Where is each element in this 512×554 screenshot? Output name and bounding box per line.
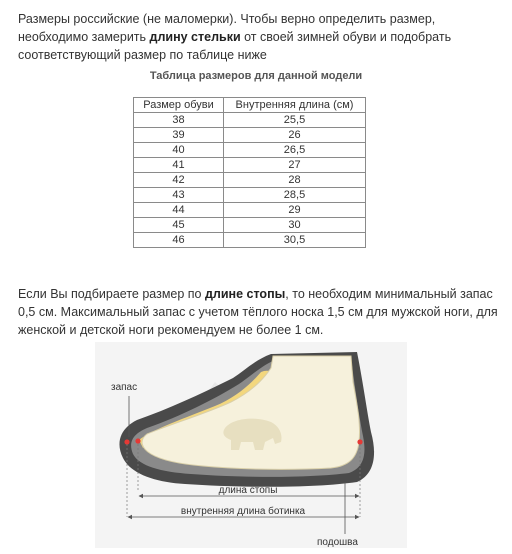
table-row <box>134 233 366 248</box>
table-row <box>134 128 366 143</box>
cell-length: 26 <box>224 128 366 143</box>
cell-size: 46 <box>134 233 224 248</box>
table-header-row <box>134 98 366 113</box>
intro-part2: от своей зимней обуви и подобрать соответствующий размер по таблице ниже <box>18 30 452 62</box>
heel-marker <box>357 439 362 444</box>
cell-size: 43 <box>134 188 224 203</box>
header-size: Размер обуви <box>134 98 224 113</box>
size-table <box>133 97 366 248</box>
cell-size: 40 <box>134 143 224 158</box>
table-title: Таблица размеров для данной модели <box>149 70 363 82</box>
label-sole: подошва <box>317 537 358 548</box>
header-inner-length: Внутренняя длина (см) <box>224 98 366 113</box>
cell-size: 45 <box>134 218 224 233</box>
cell-length: 27 <box>224 158 366 173</box>
boot-diagram <box>95 342 407 548</box>
intro-bold: длину стельки <box>149 30 241 44</box>
table-row <box>134 158 366 173</box>
cell-size: 39 <box>134 128 224 143</box>
toe-marker-outer <box>124 439 129 444</box>
fit-part2: , то необходим минимальный запас 0,5 см. Максимальный запас с учетом тёплого носка 1,5 см для мужской ноги, для женской и детской ноги рекомендуем не более 1 см. <box>18 287 498 337</box>
cell-length: 29 <box>224 203 366 218</box>
table-row <box>134 218 366 233</box>
cell-length: 25,5 <box>224 113 366 128</box>
intro-part1: Размеры российские (не маломерки). Чтобы верно определить размер, необходимо замерить <box>18 12 436 44</box>
label-inner-length: внутренняя длина ботинка <box>180 506 306 517</box>
boot-diagram-svg <box>95 342 407 548</box>
cell-size: 38 <box>134 113 224 128</box>
label-allowance: запас <box>111 382 138 393</box>
table-row <box>134 143 366 158</box>
fit-bold: длине стопы <box>204 287 286 301</box>
fit-part1: Если Вы подбираете размер по <box>18 287 205 301</box>
cell-size: 42 <box>134 173 224 188</box>
cell-length: 28,5 <box>224 188 366 203</box>
label-foot-length: длина стопы <box>218 485 278 496</box>
cell-size: 44 <box>134 203 224 218</box>
cell-length: 28 <box>224 173 366 188</box>
cell-length: 30,5 <box>224 233 366 248</box>
table-row <box>134 203 366 218</box>
table-row <box>134 188 366 203</box>
cell-length: 30 <box>224 218 366 233</box>
cell-size: 41 <box>134 158 224 173</box>
fit-text <box>18 285 498 339</box>
table-row <box>134 173 366 188</box>
toe-marker-inner <box>135 438 140 443</box>
table-row <box>134 113 366 128</box>
intro-text <box>18 10 498 64</box>
cell-length: 26,5 <box>224 143 366 158</box>
